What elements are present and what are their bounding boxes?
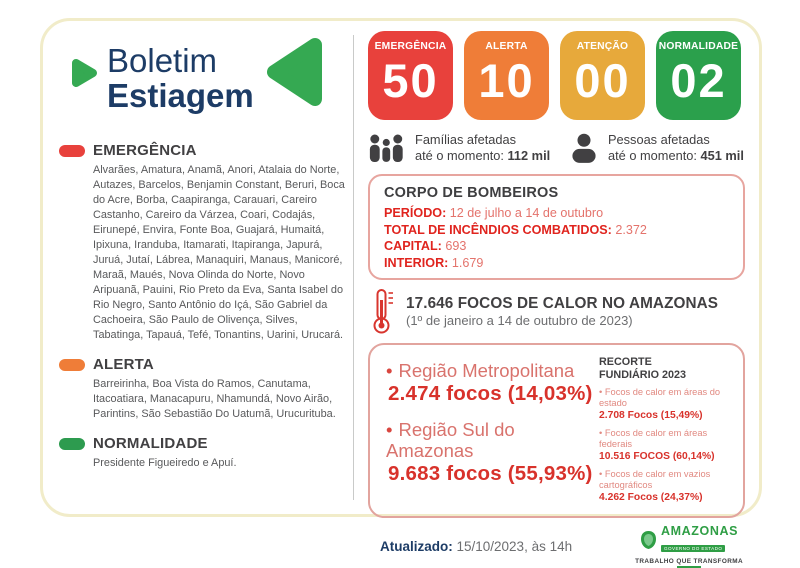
federal-areas-value: 10.516 FOCOS (60,14%) [599,451,715,462]
section-alerta-header [59,356,347,373]
right-panel [354,21,759,565]
federal-areas-desc [599,428,733,450]
logo-subtitle: GOVERNO DO ESTADO [661,545,725,552]
bullet-icon: • [599,428,603,438]
fire-department-box [368,174,745,280]
section-label: NORMALIDADE [93,435,208,452]
emergencia-pill-icon [59,145,85,157]
left-panel [43,21,353,514]
municipality-list: Alvarães, Amatura, Anamã, Anori, Atalaia do Norte, Autazes, Barcelos, Benjamin Constant, Beruri, Boca do Acre, Borba, Caapiranga, Carauari, Careiro Castanho, Careiro da Várzea, Coari, Codajás, Eirunepé, Envira, Fonte Boa, Guajará, Humaitá, Ipixuna, Iranduba, Itamarati, Itapiranga, Japurá, Juruá, Jutaí, Lábrea, Manaquiri, Manaus, Manicoré, Maraã, Maués, Nova Olinda do Norte, Novo Aripuanã, Pauini, Rio Preto da Eva, Santa Isabel do Rio Negro, Santo Antônio do Içá, São Gabriel da Cachoeira, São Paulo de Olivença, Silves, Tabatinga, Tapauá, Tefé, Tonantins, Uarini, Urucará. [93,164,345,341]
cartographic-voids-item [599,469,733,505]
updated-label: Atualizado: [380,539,457,554]
families-prefix: até o momento: [415,148,508,163]
section-normalidade [59,435,347,471]
desc-text: Focos de calor em áreas federais [599,428,708,449]
arrow-right-icon [69,57,99,89]
family-icon [368,134,405,163]
affected-stats [368,132,745,164]
total-fires-row [384,222,729,239]
cartographic-voids-value: 4.262 Focos (24,37%) [599,492,703,503]
land-breakdown-title [599,356,733,382]
total-fires-label: TOTAL DE INCÊNDIOS COMBATIDOS: [384,222,616,237]
arrow-left-icon [265,37,323,107]
municipality-list: Presidente Figueiredo e Apuí. [93,457,237,469]
period-row [384,205,729,222]
region-metropolitana-value: 2.474 focos (14,03%) [388,382,593,405]
normalidade-pill-icon [59,438,85,450]
section-normalidade-header [59,435,347,452]
families-text [415,132,550,164]
people-line2 [608,148,744,164]
section-emergencia-header [59,142,347,159]
person-icon [570,133,598,163]
thermometer-icon [370,288,394,335]
people-line1: Pessoas afetadas [608,132,710,147]
capital-value: 693 [445,239,467,253]
updated-value: 15/10/2023, às 14h [456,539,573,554]
footer [368,525,745,568]
title-line1: Boletim [107,42,218,79]
bulletin-card [40,18,762,565]
badge-emergencia [368,31,453,120]
families-value: 112 mil [507,148,551,163]
state-areas-item [599,387,733,423]
logo-text [661,525,738,555]
heat-text [406,295,718,328]
bulletin-header [59,35,347,129]
section-label: ALERTA [93,356,154,373]
total-fires-value: 2.372 [615,222,647,237]
families-line1: Famílias afetadas [415,132,517,147]
status-badges [368,31,745,120]
state-areas-desc [599,387,733,409]
period-label: PERÍODO: [384,206,450,220]
badge-alerta [464,31,549,120]
logo-name: AMAZONAS [661,524,739,538]
badge-label: NORMALIDADE [658,41,739,52]
interior-row [384,255,729,272]
bullet-icon: • [599,469,603,479]
amazonas-crest-icon [640,530,657,550]
land-breakdown-title-line2: FUNDIÁRIO 2023 [599,369,686,381]
people-text [608,132,744,164]
land-breakdown-title-line1: RECORTE [599,356,652,368]
people-affected [570,132,744,164]
capital-row [384,238,729,255]
region-name-text: Região Metropolitana [398,360,575,381]
bullet-icon: • [386,419,393,440]
interior-label: INTERIOR: [384,255,452,270]
region-metropolitana-name [386,360,599,381]
badge-label: ALERTA [485,41,528,52]
people-prefix: até o momento: [608,148,701,163]
desc-text: Focos de calor em áreas do estado [599,387,721,408]
region-sul-value: 9.683 focos (55,93%) [388,462,593,485]
interior-value: 1.679 [451,255,484,270]
capital-label: CAPITAL: [384,239,446,253]
heat-headline: 17.646 FOCOS DE CALOR NO AMAZONAS [406,295,719,312]
badge-atencao [560,31,645,120]
desc-text: Focos de calor em vazios cartográficos [599,469,711,490]
regions-list [386,356,599,510]
fire-department-title: CORPO DE BOMBEIROS [384,185,559,201]
period-value: 12 de julho a 14 de outubro [449,206,604,220]
bullet-icon: • [599,387,603,397]
people-value: 451 mil [700,148,744,163]
land-breakdown [599,356,733,510]
heat-spots-summary [368,288,745,335]
updated-at [380,539,572,554]
title-line2: Estiagem [107,77,254,114]
region-name-text: Região Sul do Amazonas [386,419,515,461]
federal-areas-item [599,428,733,464]
badge-count: 10 [478,54,535,107]
badge-label: EMERGÊNCIA [374,41,447,52]
badge-normalidade [656,31,741,120]
municipality-list: Barreirinha, Boa Vista do Ramos, Canutama, Itacoatiara, Manacapuru, Nhamundá, Novo Airão, Parintins, São Sebastião Do Uatumã, Urucurituba. [93,378,336,420]
region-sul-name [386,419,599,461]
section-emergencia [59,142,347,343]
bullet-icon: • [386,360,393,381]
section-alerta [59,356,347,422]
amazonas-government-logo [635,525,743,568]
heat-period: (1º de janeiro a 14 de outubro de 2023) [406,313,633,328]
alerta-pill-icon [59,359,85,371]
logo-tagline: TRABALHO QUE TRANSFORMA [635,558,743,565]
badge-count: 50 [382,54,439,107]
state-areas-value: 2.708 Focos (15,49%) [599,410,703,421]
badge-label: ATENÇÃO [576,41,629,52]
badge-count: 00 [574,54,631,107]
regions-box [368,343,745,518]
families-affected [368,132,570,164]
badge-count: 02 [670,54,727,107]
families-line2 [415,148,550,164]
section-label: EMERGÊNCIA [93,142,197,159]
cartographic-voids-desc [599,469,733,491]
logo-top [635,525,743,555]
